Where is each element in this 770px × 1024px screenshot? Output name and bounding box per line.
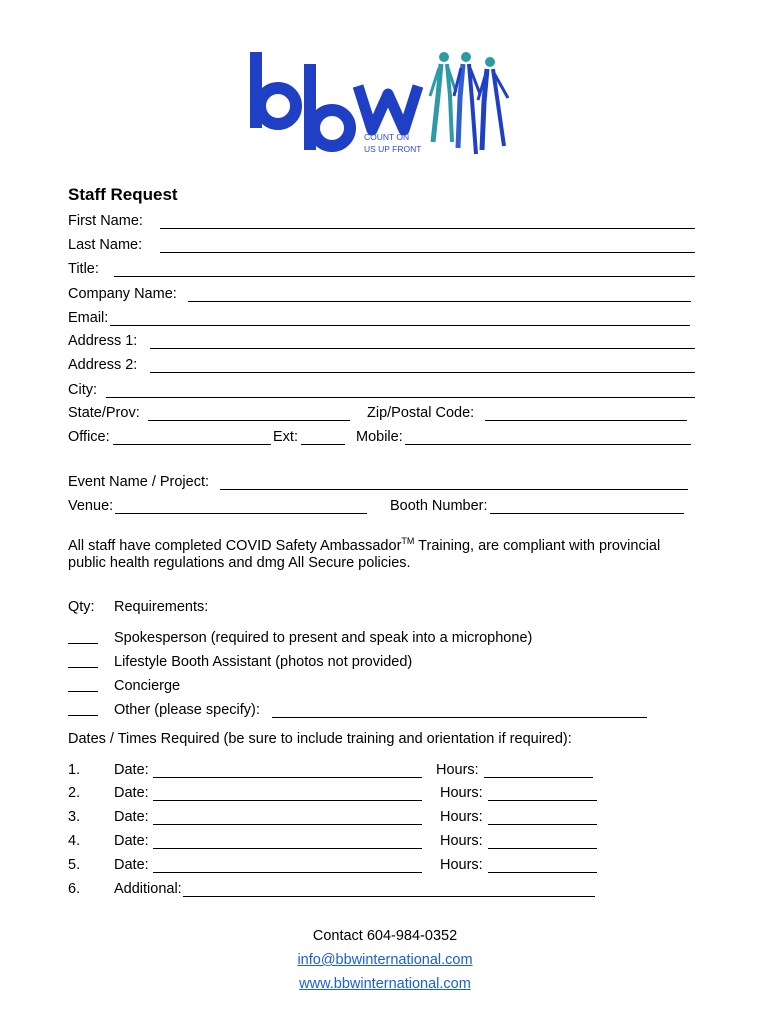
requirement-spokesperson: Spokesperson (required to present and speak into a microphone) bbox=[114, 630, 533, 646]
qty-field-concierge[interactable] bbox=[68, 691, 98, 692]
date-label: Date: bbox=[114, 809, 149, 825]
requirement-other: Other (please specify): bbox=[114, 702, 260, 718]
date-label: Date: bbox=[114, 785, 149, 801]
tagline-line-1: COUNT ON bbox=[364, 132, 410, 142]
office-field[interactable] bbox=[113, 444, 271, 445]
address1-label: Address 1: bbox=[68, 333, 138, 349]
date-row-number: 4. bbox=[68, 833, 81, 849]
additional-label: Additional: bbox=[114, 881, 182, 897]
qty-field-spokesperson[interactable] bbox=[68, 643, 98, 644]
hours-field-1[interactable] bbox=[484, 777, 593, 778]
date-label: Date: bbox=[114, 833, 149, 849]
address1-field[interactable] bbox=[150, 348, 695, 349]
ext-label: Ext: bbox=[273, 429, 298, 445]
requirement-lifestyle-assistant: Lifestyle Booth Assistant (photos not provided) bbox=[114, 654, 413, 670]
last-name-field[interactable] bbox=[160, 252, 695, 253]
contact-phone: Contact 604-984-0352 bbox=[312, 928, 458, 944]
zip-label: Zip/Postal Code: bbox=[367, 405, 475, 421]
company-name-label: Company Name: bbox=[68, 286, 177, 302]
first-name-field[interactable] bbox=[160, 228, 695, 229]
event-name-label: Event Name / Project: bbox=[68, 474, 210, 490]
requirement-concierge: Concierge bbox=[114, 678, 181, 694]
hours-label: Hours: bbox=[436, 762, 479, 778]
tagline-line-2: US UP FRONT bbox=[364, 144, 422, 154]
event-name-field[interactable] bbox=[220, 489, 688, 490]
venue-field[interactable] bbox=[115, 513, 367, 514]
covid-statement-line-1 bbox=[68, 536, 660, 554]
state-prov-label: State/Prov: bbox=[68, 405, 140, 421]
hours-field-2[interactable] bbox=[488, 800, 597, 801]
trademark-mark: TM bbox=[401, 536, 415, 546]
website-link[interactable]: www.bbwinternational.com bbox=[299, 976, 471, 992]
covid-statement-text-2: Training, are compliant with provincial bbox=[414, 537, 661, 554]
requirements-header: Requirements: bbox=[114, 599, 209, 615]
booth-number-field[interactable] bbox=[490, 513, 684, 514]
date-row-number: 5. bbox=[68, 857, 81, 873]
city-field[interactable] bbox=[106, 397, 695, 398]
date-field-2[interactable] bbox=[153, 800, 422, 801]
ext-field[interactable] bbox=[301, 444, 345, 445]
date-field-4[interactable] bbox=[153, 848, 422, 849]
first-name-label: First Name: bbox=[68, 213, 143, 229]
other-specify-field[interactable] bbox=[272, 717, 647, 718]
date-label: Date: bbox=[114, 762, 149, 778]
hours-label: Hours: bbox=[440, 857, 483, 873]
additional-number: 6. bbox=[68, 881, 81, 897]
address2-field[interactable] bbox=[150, 372, 695, 373]
date-label: Date: bbox=[114, 857, 149, 873]
hours-label: Hours: bbox=[440, 809, 483, 825]
venue-label: Venue: bbox=[68, 498, 114, 514]
booth-number-label: Booth Number: bbox=[390, 498, 488, 514]
qty-header: Qty: bbox=[68, 599, 95, 615]
date-row-number: 3. bbox=[68, 809, 81, 825]
mobile-label: Mobile: bbox=[356, 429, 403, 445]
date-field-1[interactable] bbox=[153, 777, 422, 778]
hours-field-3[interactable] bbox=[488, 824, 597, 825]
date-field-3[interactable] bbox=[153, 824, 422, 825]
covid-statement-text-1: All staff have completed COVID Safety Ambassador bbox=[68, 537, 402, 554]
dates-heading: Dates / Times Required (be sure to include training and orientation if required): bbox=[68, 731, 572, 747]
last-name-label: Last Name: bbox=[68, 237, 143, 253]
form-title: Staff Request bbox=[68, 185, 178, 204]
hours-label: Hours: bbox=[440, 833, 483, 849]
state-prov-field[interactable] bbox=[148, 420, 350, 421]
date-field-5[interactable] bbox=[153, 872, 422, 873]
title-field[interactable] bbox=[114, 276, 695, 277]
hours-field-4[interactable] bbox=[488, 848, 597, 849]
covid-statement-line-2: public health regulations and dmg All Secure policies. bbox=[68, 555, 411, 571]
title-label: Title: bbox=[68, 261, 99, 277]
bbw-logo bbox=[242, 46, 522, 168]
city-label: City: bbox=[68, 382, 97, 398]
date-row-number: 1. bbox=[68, 762, 81, 778]
qty-field-other[interactable] bbox=[68, 715, 98, 716]
hours-label: Hours: bbox=[440, 785, 483, 801]
email-label: Email: bbox=[68, 310, 109, 326]
additional-field[interactable] bbox=[183, 896, 595, 897]
hours-field-5[interactable] bbox=[488, 872, 597, 873]
zip-field[interactable] bbox=[485, 420, 687, 421]
office-label: Office: bbox=[68, 429, 110, 445]
contact-email-link[interactable]: info@bbwinternational.com bbox=[297, 952, 473, 968]
qty-field-lifestyle-assistant[interactable] bbox=[68, 667, 98, 668]
date-row-number: 2. bbox=[68, 785, 81, 801]
company-name-field[interactable] bbox=[188, 301, 691, 302]
mobile-field[interactable] bbox=[405, 444, 691, 445]
email-field[interactable] bbox=[110, 325, 690, 326]
address2-label: Address 2: bbox=[68, 357, 138, 373]
